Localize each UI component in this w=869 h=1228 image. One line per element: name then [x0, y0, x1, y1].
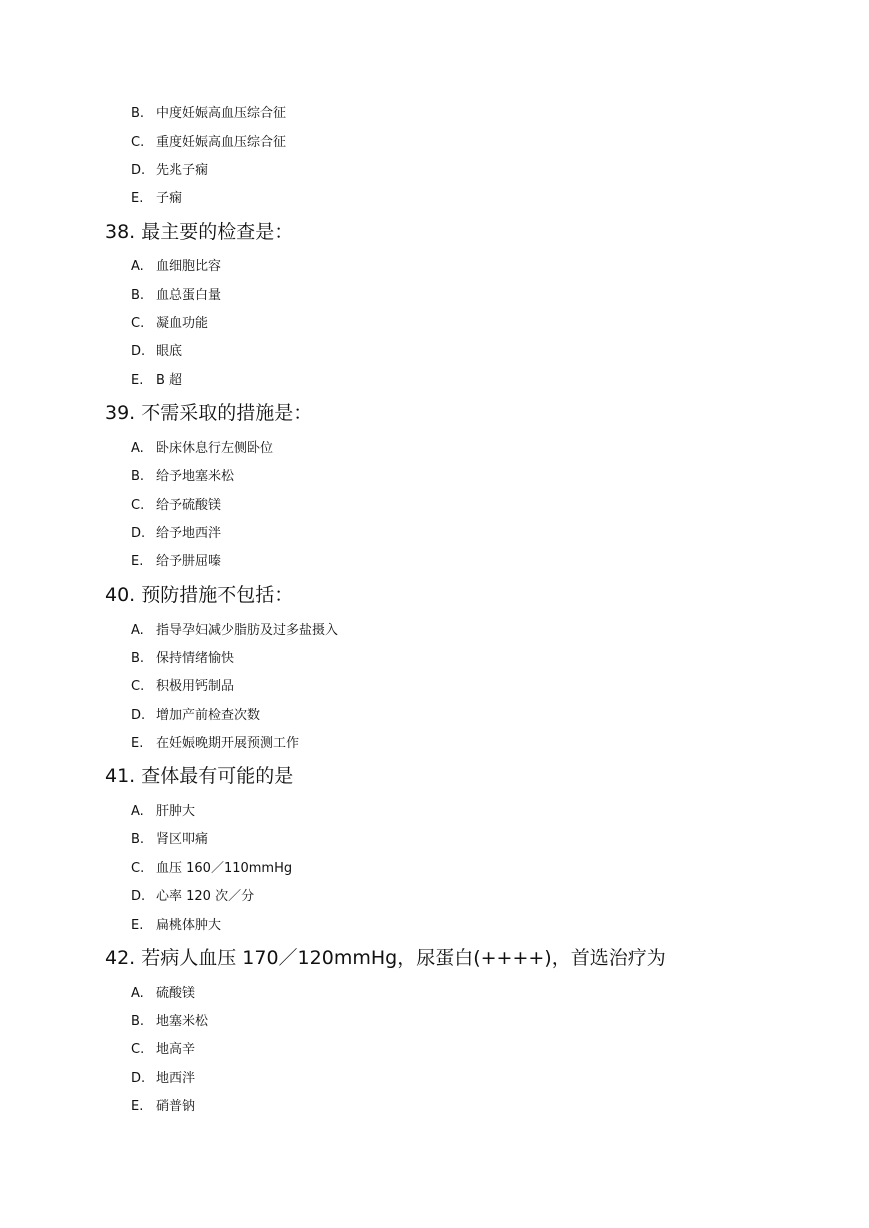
option-text: 增加产前检查次数	[156, 708, 261, 723]
option-text: 肾区叩痛	[156, 832, 209, 847]
option-letter: D.	[131, 708, 146, 723]
option-b	[131, 105, 286, 123]
question-40-title: 40. 预防措施不包括：	[105, 584, 294, 606]
option-c	[131, 134, 286, 152]
option-letter: D.	[131, 163, 146, 178]
option-text: 给予地西泮	[156, 526, 222, 541]
option-letter: E.	[131, 918, 144, 933]
option-text: 保持情绪愉快	[156, 651, 235, 666]
option-e	[131, 735, 299, 753]
option-letter: C.	[131, 1042, 145, 1057]
option-c	[131, 678, 234, 696]
option-letter: A.	[131, 804, 144, 819]
option-text: 子痫	[156, 191, 183, 206]
option-letter: B.	[131, 651, 145, 666]
option-e	[131, 372, 182, 390]
option-letter: D.	[131, 526, 146, 541]
option-letter: A.	[131, 623, 144, 638]
option-letter: C.	[131, 316, 145, 331]
option-d	[131, 343, 182, 361]
option-letter: D.	[131, 344, 146, 359]
option-text: 先兆子痫	[156, 163, 209, 178]
option-text: 重度妊娠高血压综合征	[156, 135, 287, 150]
option-text: 积极用钙制品	[156, 679, 235, 694]
option-text: 硫酸镁	[156, 986, 196, 1001]
option-d	[131, 888, 254, 906]
option-letter: E.	[131, 191, 144, 206]
option-text: 血细胞比容	[156, 259, 222, 274]
option-text: 给予肼屈嗪	[156, 554, 222, 569]
option-e	[131, 190, 182, 208]
option-letter: E.	[131, 373, 144, 388]
question-38-title: 38. 最主要的检查是：	[105, 221, 294, 243]
option-letter: D.	[131, 889, 146, 904]
question-39-title: 39. 不需采取的措施是：	[105, 402, 313, 424]
option-letter: C.	[131, 679, 145, 694]
option-a	[131, 258, 221, 276]
option-text: 扁桃体肿大	[156, 918, 222, 933]
option-letter: B.	[131, 832, 145, 847]
option-text: 给予地塞米松	[156, 469, 235, 484]
option-text: 硝普钠	[156, 1099, 196, 1114]
option-a	[131, 622, 338, 640]
option-letter: A.	[131, 259, 144, 274]
option-text: 在妊娠晚期开展预测工作	[156, 736, 300, 751]
option-a	[131, 440, 273, 458]
option-a	[131, 803, 195, 821]
question-42-title: 42. 若病人血压 170／120mmHg，尿蛋白(++++)，首选治疗为	[105, 947, 666, 969]
option-text: 指导孕妇减少脂肪及过多盐摄入	[156, 623, 339, 638]
option-d	[131, 707, 260, 725]
option-letter: C.	[131, 135, 145, 150]
option-letter: B.	[131, 106, 145, 121]
option-letter: B.	[131, 469, 145, 484]
option-b	[131, 650, 234, 668]
option-e	[131, 1098, 195, 1116]
option-letter: A.	[131, 986, 144, 1001]
option-letter: B.	[131, 1014, 145, 1029]
option-d	[131, 1070, 195, 1088]
option-text: 地塞米松	[156, 1014, 209, 1029]
option-b	[131, 287, 221, 305]
option-text: B 超	[156, 373, 183, 388]
option-text: 眼底	[156, 344, 183, 359]
option-text: 中度妊娠高血压综合征	[156, 106, 287, 121]
option-text: 血压 160／110mmHg	[156, 861, 293, 876]
option-e	[131, 917, 221, 935]
option-text: 地高辛	[156, 1042, 196, 1057]
option-c	[131, 315, 208, 333]
option-letter: D.	[131, 1071, 146, 1086]
option-c	[131, 497, 221, 515]
option-letter: B.	[131, 288, 145, 303]
option-letter: C.	[131, 861, 145, 876]
option-letter: A.	[131, 441, 144, 456]
option-b	[131, 1013, 208, 1031]
option-c	[131, 1041, 195, 1059]
option-text: 卧床休息行左侧卧位	[156, 441, 274, 456]
option-letter: E.	[131, 1099, 144, 1114]
option-letter: C.	[131, 498, 145, 513]
option-text: 凝血功能	[156, 316, 209, 331]
question-41-title: 41. 查体最有可能的是	[105, 765, 294, 787]
option-a	[131, 985, 195, 1003]
option-letter: E.	[131, 554, 144, 569]
option-e	[131, 553, 221, 571]
option-d	[131, 525, 221, 543]
option-b	[131, 831, 208, 849]
option-c	[131, 860, 292, 878]
option-text: 给予硫酸镁	[156, 498, 222, 513]
option-text: 血总蛋白量	[156, 288, 222, 303]
option-text: 肝肿大	[156, 804, 196, 819]
option-b	[131, 468, 234, 486]
option-text: 地西泮	[156, 1071, 196, 1086]
option-letter: E.	[131, 736, 144, 751]
option-text: 心率 120 次／分	[156, 889, 255, 904]
option-d	[131, 162, 208, 180]
